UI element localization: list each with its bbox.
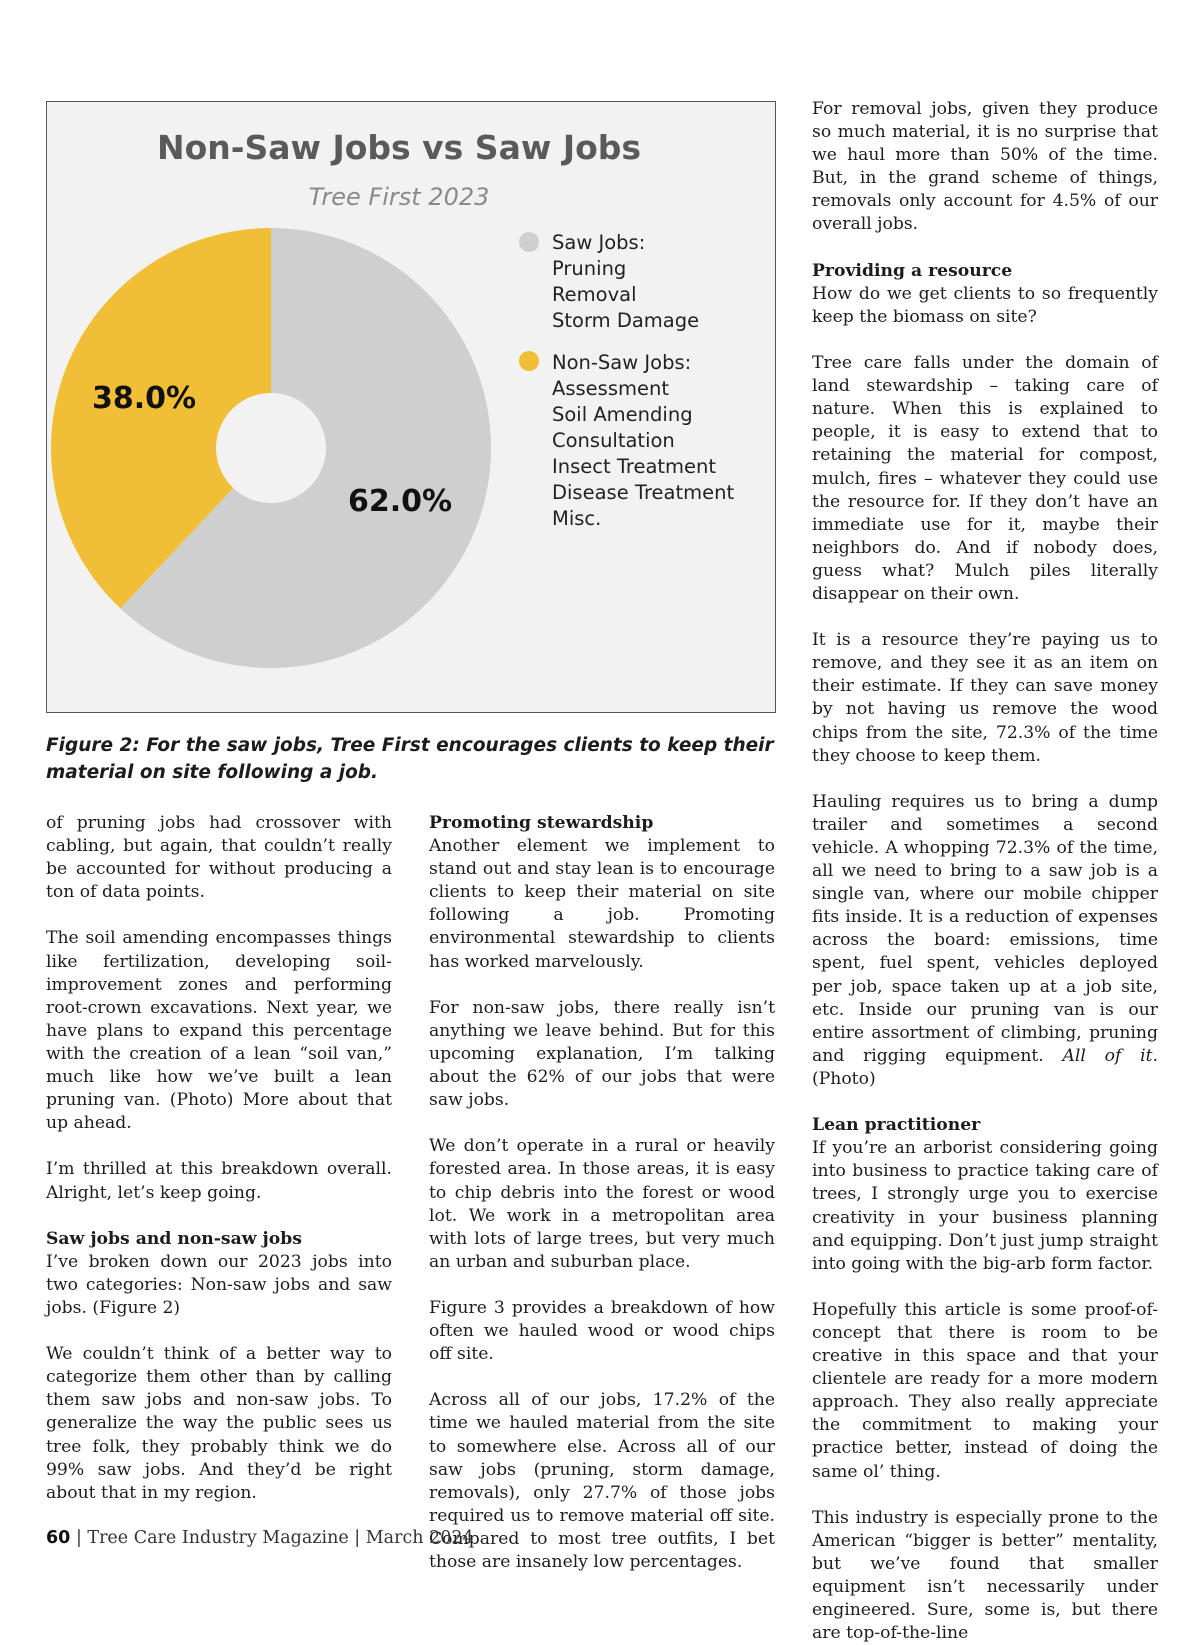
legend xyxy=(519,231,740,530)
legend-item: Consultation xyxy=(552,429,675,452)
legend-item: Disease Treatment xyxy=(552,481,735,504)
section-heading: Providing a resource xyxy=(812,260,1013,281)
section-heading: Promoting stewardship xyxy=(429,813,654,833)
legend-non-saw-jobs-title: Non-Saw Jobs: xyxy=(552,351,692,374)
paragraph: This industry is especially prone to the American “bigger is better” mentality, but we’ve found that smaller equipment isn’t necessarily under engineered. Sure, some is, but there are top-of-the-line xyxy=(812,1507,1158,1644)
data-label-saw-jobs: 62.0% xyxy=(347,484,453,519)
paragraph: It is a resource they’re paying us to remove, and they see it as an item on their estimate. If they can save money by not having us remove the wood chips from the site, 72.3% of the time they choose to keep them. xyxy=(812,630,1158,766)
data-label-non-saw-jobs: 38.0% xyxy=(91,381,197,416)
section-heading: Saw jobs and non-saw jobs xyxy=(46,1228,302,1249)
paragraph: The soil amending encompasses things like fertilization, developing soil-improvement zones and performing root-crown excavations. Next year, we have plans to expand this percentage with the creation of a lean “soil van,” much like how we’ve built a lean pruning van. (Photo) More about that up ahead. xyxy=(46,928,392,1134)
page-footer xyxy=(46,1528,474,1548)
legend-item: Misc. xyxy=(552,507,602,530)
chart-title: Non-Saw Jobs vs Saw Jobs xyxy=(156,128,642,167)
paragraph: Hopefully this article is some proof-of-concept that there is room to be creative in this space and that your clientele are ready for a more modern approach. They also really appreciate the commitment to making your practice better, instead of doing the same ol’ thing. xyxy=(812,1299,1158,1482)
article-column-left xyxy=(46,812,392,1505)
legend-saw-jobs-title: Saw Jobs: xyxy=(552,231,646,254)
legend-item: Insect Treatment xyxy=(552,455,717,478)
paragraph: For removal jobs, given they produce so much material, it is no surprise that we haul more than 50% of the time. But, in the grand scheme of things, removals only account for 4.5% of our overall jobs. xyxy=(812,99,1158,235)
legend-item: Storm Damage xyxy=(552,309,700,332)
chart-subtitle: Tree First 2023 xyxy=(308,183,490,211)
legend-item: Soil Amending xyxy=(552,403,693,426)
paragraph: We couldn’t think of a better way to categorize them other than by calling them saw jobs and non-saw jobs. To generalize the way the public sees us tree folk, they probably think we do 99% saw jobs. And they’d be right about that in my region. xyxy=(46,1344,392,1503)
photo-reference: (Photo) xyxy=(812,1068,876,1089)
page-number: 60 xyxy=(46,1528,71,1548)
paragraph: If you’re an arborist considering going into business to practice taking care of trees, I strongly urge you to exercise creativity in your business planning and equipping. Don’t just jump straight into going with the big-arb form factor. xyxy=(812,1138,1158,1274)
paragraph-text: Hauling requires us to bring a dump trailer and sometimes a second vehicle. A whopping 72.3% of the time, all we need to bring to a saw job is a single van, where our mobile chipper fits inside. It is a reduction of expenses across the board: emissions, time spent, fuel spent, vehicles deployed per job, space taken up at a job site, etc. Inside our pruning van is our entire assortment of climbing, pruning and rigging equipment. xyxy=(812,791,1158,1066)
legend-item: Pruning xyxy=(552,257,627,280)
paragraph: I’ve broken down our 2023 jobs into two categories: Non-saw jobs and saw jobs. (Figure 2) xyxy=(46,1251,392,1318)
paragraph: We don’t operate in a rural or heavily forested area. In those areas, it is easy to chip debris into the forest or wood lot. We work in a metropolitan area with lots of large trees, but very much an urban and suburban place. xyxy=(429,1136,775,1272)
footer-publication: | Tree Care Industry Magazine | March 2024 xyxy=(75,1528,474,1548)
paragraph: I’m thrilled at this breakdown overall. Alright, let’s keep going. xyxy=(46,1159,392,1203)
paragraph: Another element we implement to stand out and stay lean is to encourage clients to keep their material on site following a job. Promoting environmental stewardship to clients has worked marvelously. xyxy=(429,836,775,972)
legend-marker-saw-jobs xyxy=(519,232,539,252)
paragraph: Figure 3 provides a breakdown of how often we hauled wood or wood chips off site. xyxy=(429,1297,775,1365)
paragraph: Across all of our jobs, 17.2% of the time we hauled material from the site to somewhere else. Across all of our saw jobs (pruning, storm damage, removals), only 27.7% of those jobs required us to remove material off site. Compared to most tree outfits, I bet those are insanely low percentages. xyxy=(429,1390,775,1572)
emphasis-text: All of it. xyxy=(1062,1045,1158,1066)
legend-marker-non-saw-jobs xyxy=(519,351,539,371)
figure-caption: Figure 2: For the saw jobs, Tree First encourages clients to keep their material on site following a job. xyxy=(46,735,774,783)
legend-item: Assessment xyxy=(552,377,669,400)
paragraph: How do we get clients to so frequently keep the biomass on site? xyxy=(812,283,1158,327)
legend-item: Removal xyxy=(552,283,637,306)
article-column-right xyxy=(812,98,1158,1645)
legend-saw-jobs xyxy=(552,231,699,332)
section-heading: Lean practitioner xyxy=(812,1115,981,1136)
paragraph: For non-saw jobs, there really isn’t anything we leave behind. But for this upcoming explanation, I’m talking about the 62% of our jobs that were saw jobs. xyxy=(429,997,775,1111)
paragraph xyxy=(812,791,1158,1091)
article-column-middle xyxy=(429,812,775,1574)
paragraph: Tree care falls under the domain of land stewardship – taking care of nature. When this is explained to people, it is easy to extend that to retaining the material for compost, mulch, fires – whatever they could use the resource for. If they don’t have an immediate use for it, maybe their neighbors do. And if nobody does, guess what? Mulch piles literally disappear on their own. xyxy=(812,353,1158,604)
figure-2-chart xyxy=(46,101,776,713)
paragraph: of pruning jobs had crossover with cabling, but again, that couldn’t really be accounted for without producing a ton of data points. xyxy=(46,813,392,903)
pie-chart-svg xyxy=(47,102,777,714)
donut-hole xyxy=(216,393,326,503)
legend-non-saw-jobs xyxy=(552,351,740,530)
